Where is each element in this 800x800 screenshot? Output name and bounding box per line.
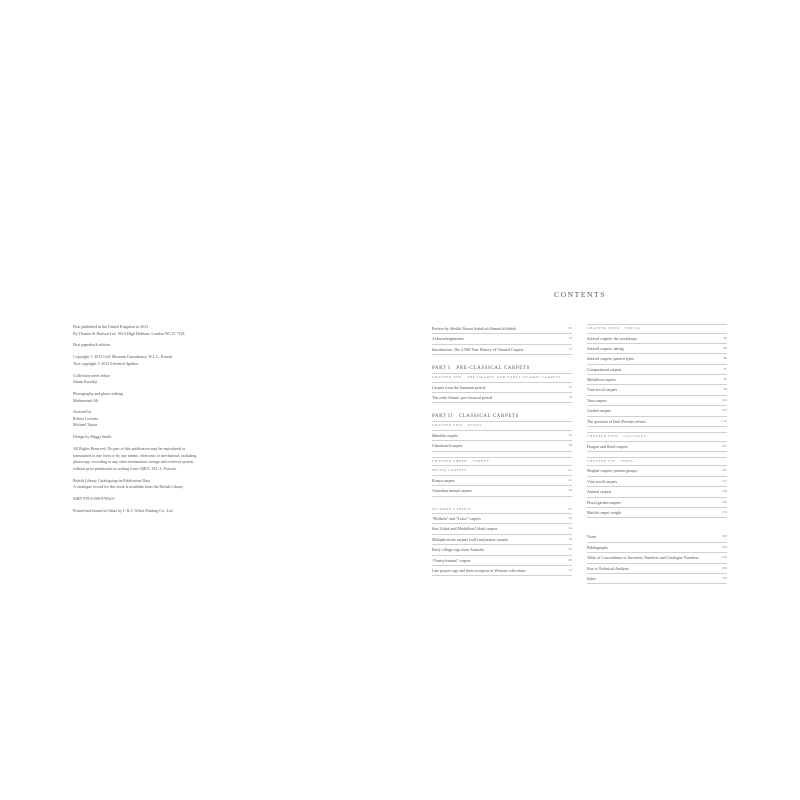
chapter-six-entries	[587, 466, 727, 518]
chapter-number: CHAPTER FOUR	[587, 326, 620, 330]
toc-entry[interactable]	[432, 545, 572, 555]
chapter-title: EGYPT	[468, 423, 482, 428]
toc-entry-title: Safavid carpets: pattern types	[587, 356, 635, 362]
imprint-line: without prior permission in writing from GMCC W.L.L. Kuwait.	[73, 465, 177, 471]
toc-entry[interactable]	[587, 417, 727, 427]
imprint-line: Collection series editor	[73, 372, 111, 378]
imprint-block	[73, 391, 263, 404]
part-title: CLASSICAL CARPETS	[458, 414, 520, 420]
part-one-heading	[432, 366, 572, 373]
toc-entry-page: 182	[721, 544, 727, 549]
chapter-number: CHAPTER SIX	[587, 458, 616, 463]
toc-entry-page: 127	[721, 443, 727, 448]
toc-entry-page: 180	[721, 534, 727, 539]
toc-entry-page: 185	[721, 575, 727, 580]
toc-entry[interactable]	[587, 477, 727, 487]
toc-entry-page: 184	[721, 565, 727, 570]
toc-entry-page: 54	[568, 526, 572, 531]
toc-entry-page: 46	[568, 488, 572, 493]
imprint-block	[73, 478, 263, 491]
toc-entry-page: 148	[721, 489, 727, 494]
toc-entry-title: The early Islamic pre-classical period	[432, 395, 493, 401]
toc-entry-title: The question of Indo-Persian velvets	[587, 418, 646, 424]
chapter-two-heading	[432, 421, 572, 431]
toc-entry[interactable]	[587, 574, 727, 584]
toc-entry-title: Medallion carpets	[587, 377, 616, 383]
toc-entry[interactable]	[432, 431, 572, 441]
imprint-line: Assisted by	[73, 409, 92, 415]
toc-entry-title: Vine-scroll carpets	[587, 478, 618, 484]
toc-entry[interactable]	[587, 532, 727, 542]
toc-entry[interactable]	[432, 524, 572, 534]
toc-entry-title: Acknowledgements	[432, 336, 464, 342]
chapter-four-heading	[587, 324, 727, 334]
toc-column-right	[587, 324, 727, 584]
toc-entry-title: Late prayer rugs and their reception in Western collections	[432, 567, 526, 573]
toc-entry-title: Vase carpets	[587, 397, 607, 403]
seljuq-entries	[432, 476, 572, 497]
toc-entry-page: 147	[721, 468, 727, 473]
imprint-block	[73, 434, 263, 441]
chapter-six-heading	[587, 457, 727, 467]
subsection-title: SELJUQ CARPETS	[432, 468, 467, 473]
chapter-one-entries	[432, 383, 572, 404]
subsection-page: 50	[567, 506, 572, 511]
toc-entry-page: 87	[723, 366, 727, 371]
toc-entry-title: “Holbein” and “Lotto” carpets	[432, 516, 481, 522]
toc-entry-title: Table of Concordance of Inventory Numbers and Catalogue Numbers	[587, 555, 699, 561]
chapter-four-entries	[587, 334, 727, 428]
toc-entry-title: Key to Technical Analysis	[587, 565, 629, 571]
toc-entry-page: 86	[723, 356, 727, 361]
toc-entry-title: Konya carpets	[432, 477, 455, 483]
toc-entry[interactable]	[432, 345, 572, 355]
toc-entry-title: Vine-scroll carpets	[587, 387, 618, 393]
toc-entry-title: Introduction: The 2,500-Year History of Oriental Carpets	[432, 346, 524, 352]
subsection-seljuq	[432, 466, 572, 476]
toc-entry-page: 104	[721, 397, 727, 402]
toc-entry-page: 176	[721, 509, 727, 514]
subsection-ottoman	[432, 505, 572, 515]
imprint-line: Copyright © 2013 Goff Museum Consultancy, W.L.L. Kuwait	[73, 354, 173, 360]
toc-entry-page: 63	[568, 547, 572, 552]
imprint-line: Printed and bound in China by C & C Offset Printing Co., Ltd	[73, 507, 173, 513]
imprint-line: Salam Kaoukji	[73, 379, 97, 385]
imprint-line: Robert Lorenzo	[73, 415, 99, 421]
toc-entry[interactable]	[432, 324, 572, 334]
chapter-two-entries	[432, 431, 572, 452]
toc-entry-page: 110	[722, 418, 727, 423]
toc-entry-page: 147	[721, 478, 727, 483]
chapter-title: PERSIA	[625, 326, 641, 330]
part-number: PART II	[432, 414, 453, 420]
toc-entry-title: Star Ushak and Medallion Ushak carpets	[432, 526, 498, 532]
chapter-number: CHAPTER FIVE	[587, 434, 619, 439]
imprint-block	[73, 496, 263, 503]
toc-entry-title: Chessboard carpets	[432, 443, 463, 449]
toc-entry-page: 19	[568, 395, 572, 400]
toc-entry-title: Safavid carpets: the workshops	[587, 335, 637, 341]
toc-entry-page: 68	[568, 557, 572, 562]
toc-entry[interactable]	[432, 566, 572, 576]
toc-entry[interactable]	[587, 385, 727, 395]
toc-entry-title: Garden carpets	[587, 408, 612, 414]
toc-entry-page: 184	[721, 555, 727, 560]
toc-entry-page: 98	[723, 387, 727, 392]
toc-entry-title: Mughal carpets: pattern groups	[587, 468, 637, 474]
toc-entry-title: Compartment carpets	[587, 366, 622, 372]
toc-entry[interactable]	[587, 487, 727, 497]
toc-entry-title: Bibliography	[587, 544, 609, 550]
chapter-one-heading	[432, 373, 572, 383]
subsection-title: OTTOMAN CARPETS	[432, 506, 472, 511]
toc-entry[interactable]	[587, 442, 727, 452]
toc-entry-page: 58	[568, 536, 572, 541]
imprint-line: A catalogue record for this book is available from the British Library	[73, 484, 184, 490]
imprint-line: transmitted in any form or by any means, electronic or mechanical, including	[73, 452, 197, 458]
imprint-block	[73, 508, 263, 515]
chapter-number: CHAPTER ONE	[432, 375, 462, 380]
toc-entry-page: 33	[568, 432, 572, 437]
toc-entry-page: 15	[568, 384, 572, 389]
toc-entry-title: Safavid carpets: dating	[587, 345, 624, 351]
toc-entry-page: 09	[568, 326, 572, 330]
toc-entry-title: Early village rugs from Anatolia	[432, 547, 484, 553]
toc-entry[interactable]	[587, 396, 727, 406]
toc-entry-title: Notes	[587, 534, 597, 540]
chapter-title: TURKEY	[472, 458, 490, 463]
toc-entry-page: 50	[568, 516, 572, 521]
toc-entry-title: “Transylvanian” carpets	[432, 557, 471, 563]
toc-entry[interactable]	[432, 334, 572, 344]
toc-entry[interactable]	[587, 553, 727, 563]
imprint-block	[73, 446, 263, 472]
toc-entry-title: Mamluk carpets	[432, 432, 458, 438]
chapter-title: INDIA	[620, 458, 634, 463]
chapter-five-heading	[587, 432, 727, 442]
toc-entry-title: Floral garden carpets	[587, 499, 621, 505]
ottoman-entries	[432, 514, 572, 576]
chapter-five-entries	[587, 442, 727, 452]
toc-entry-title: Dragon and floral carpets	[587, 443, 628, 449]
back-matter-list	[587, 532, 727, 584]
part-two-heading	[432, 414, 572, 421]
toc-entry-page: 82	[723, 335, 727, 340]
imprint-block	[73, 342, 263, 349]
toc-entry-page: 38	[568, 443, 572, 448]
toc-entry-page: 107	[721, 408, 727, 413]
chapter-number: CHAPTER THREE	[432, 458, 467, 463]
toc-entry[interactable]	[432, 486, 572, 496]
toc-entry-title: Multiple-niche carpets (saff) and prayer carpets	[432, 536, 509, 542]
part-title: PRE-CLASSICAL CARPETS	[456, 366, 530, 372]
chapter-title: CAUCASUS	[623, 434, 647, 439]
toc-entry-page: 10	[568, 336, 572, 341]
toc-entry-title: Index	[587, 575, 597, 581]
toc-entry[interactable]	[432, 514, 572, 524]
imprint-line: By Thames & Hudson Ltd, 181A High Holborn, London WC1V 7QX	[73, 330, 185, 336]
imprint-line: Michael Tajoin	[73, 422, 98, 428]
toc-entry[interactable]	[432, 535, 572, 545]
toc-entry[interactable]	[432, 393, 572, 403]
chapter-title: PRE-ISLAMIC AND EARLY ISLAMIC CARPETS	[467, 375, 562, 380]
toc-entry[interactable]	[432, 383, 572, 393]
toc-entry[interactable]	[587, 375, 727, 385]
toc-entry-title: Carpets from the Sasanian period	[432, 384, 486, 390]
toc-entry[interactable]	[587, 508, 727, 518]
toc-entry[interactable]	[432, 441, 572, 451]
imprint-line: Muhammad Ali	[73, 397, 99, 403]
chapter-three-heading	[432, 457, 572, 467]
imprint-line: First paperback edition	[73, 342, 110, 348]
toc-entry-page: 86	[723, 345, 727, 350]
contents-heading: CONTENTS	[554, 290, 606, 299]
toc-entry-page: 13	[568, 346, 572, 351]
imprint-block	[73, 373, 263, 386]
imprint-block	[73, 324, 263, 337]
toc-entry-title: Anatolian animal carpets	[432, 488, 472, 494]
toc-entry-title: Animal carpets	[587, 489, 612, 495]
toc-entry[interactable]	[587, 406, 727, 416]
imprint-page	[73, 324, 263, 520]
toc-entry-page: 72	[568, 567, 572, 572]
toc-entry-page: 90	[723, 377, 727, 382]
toc-entry-title: Preface by Sheikh Nasser Sabah al-Ahmad al-Sabah	[432, 326, 516, 331]
toc-entry-title: Marble carpet weight	[587, 509, 622, 515]
toc-entry[interactable]	[587, 344, 727, 354]
toc-entry[interactable]	[587, 466, 727, 476]
toc-column-left	[432, 324, 572, 576]
toc-entry[interactable]	[587, 354, 727, 364]
toc-entry-page: 156	[721, 499, 727, 504]
toc-entry[interactable]	[587, 543, 727, 553]
toc-entry[interactable]	[587, 365, 727, 375]
imprint-block	[73, 409, 263, 429]
subsection-page: 42	[567, 468, 572, 473]
imprint-line: British Library Cataloguing-in-Publication Data	[73, 477, 150, 483]
front-matter-list	[432, 324, 572, 355]
imprint-line: Text copyright © 2013 Friedrich Spuhler	[73, 360, 139, 366]
imprint-line: First published in the United Kingdom in 2013	[73, 324, 148, 329]
toc-entry[interactable]	[432, 556, 572, 566]
toc-entry[interactable]	[587, 498, 727, 508]
toc-entry[interactable]	[432, 476, 572, 486]
imprint-line: Design by Maggi Smith	[73, 434, 112, 440]
toc-entry[interactable]	[587, 334, 727, 344]
imprint-block	[73, 354, 263, 367]
imprint-line: photocopy, recording or any other information storage and retrieval system,	[73, 459, 194, 465]
part-number: PART I	[432, 366, 451, 372]
imprint-line: Photography and photo-editing	[73, 390, 123, 396]
imprint-line: ISBN 978-0-500-97054-0	[73, 495, 115, 501]
chapter-number: CHAPTER TWO	[432, 423, 463, 428]
imprint-line: All Rights Reserved. No part of this publication may be reproduced or	[73, 446, 186, 452]
toc-entry[interactable]	[587, 564, 727, 574]
toc-entry-page: 42	[568, 477, 572, 482]
